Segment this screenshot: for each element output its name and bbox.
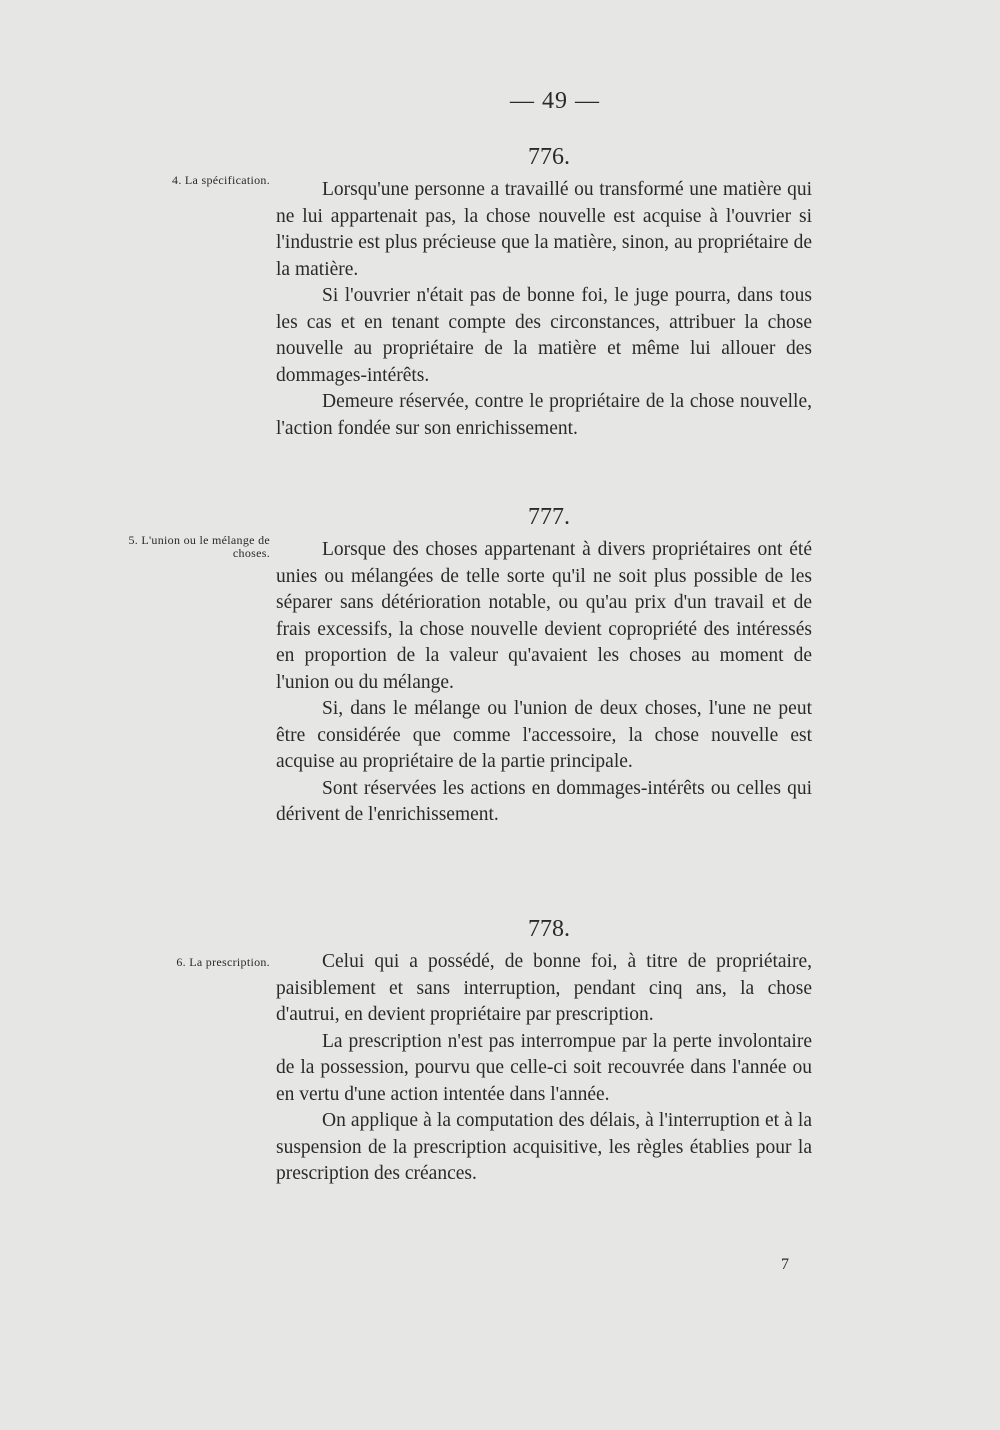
paragraph: On applique à la computation des délais, à l'interruption et à la suspension de la prescription acquisitive, les règles établies pour la prescription des créances.: [276, 1110, 812, 1184]
paragraph: Lorsque des choses appartenant à divers propriétaires ont été unies ou mélangées de telle sorte qu'il ne soit plus possible de les séparer sans détérioration notable, ou qu'au prix d'un travail et de frais excessifs, la chose nouvelle devient copropriété des intéressés en proportion de la valeur qu'avaient les choses au moment de l'union ou du mélange.: [276, 539, 812, 693]
article-number: 776.: [528, 144, 570, 170]
margin-note-776: 4. La spécification.: [172, 173, 270, 187]
paragraph: Si, dans le mélange ou l'union de deux choses, l'une ne peut être considérée que comme l'accessoire, la chose nouvelle est acquise au propriétaire de la partie principale.: [276, 698, 812, 772]
paragraph: La prescription n'est pas interrompue par la perte involontaire de la possession, pourvu que celle-ci soit recouvrée dans l'année ou en vertu d'une action intentée dans l'année.: [276, 1030, 812, 1105]
page-number: — 49 —: [510, 88, 600, 114]
article-776: [276, 144, 812, 442]
article-778: [276, 916, 812, 1188]
margin-note-777: 5. L'union ou le mélange de choses.: [128, 533, 270, 560]
paragraph: Demeure réservée, contre le propriétaire de la chose nouvelle, l'action fondée sur son enrichissement.: [276, 391, 812, 439]
paragraph: Lorsqu'une personne a travaillé ou transformé une matière qui ne lui appartenait pas, la chose nouvelle est acquise à l'ouvrier si l'industrie est plus précieuse que la matière, sinon, au propriétaire de la matière.: [276, 179, 812, 280]
paragraph: Celui qui a possédé, de bonne foi, à titre de propriétaire, paisiblement et sans interruption, pendant cinq ans, la chose d'autrui, en devient propriétaire par prescription.: [276, 951, 812, 1025]
paragraph: Sont réservées les actions en dommages-intérêts ou celles qui dérivent de l'enrichissement.: [276, 777, 812, 825]
printer-signature-mark: 7: [781, 1256, 789, 1273]
margin-note-778: 6. La prescription.: [176, 955, 270, 969]
article-number: 778.: [528, 916, 570, 942]
article-777: [276, 504, 812, 829]
paragraph: Si l'ouvrier n'était pas de bonne foi, le juge pourra, dans tous les cas et en tenant compte des circonstances, attribuer la chose nouvelle au propriétaire de la matière et même lui allouer des dommages-intérêts.: [276, 285, 812, 386]
article-number: 777.: [528, 504, 570, 530]
